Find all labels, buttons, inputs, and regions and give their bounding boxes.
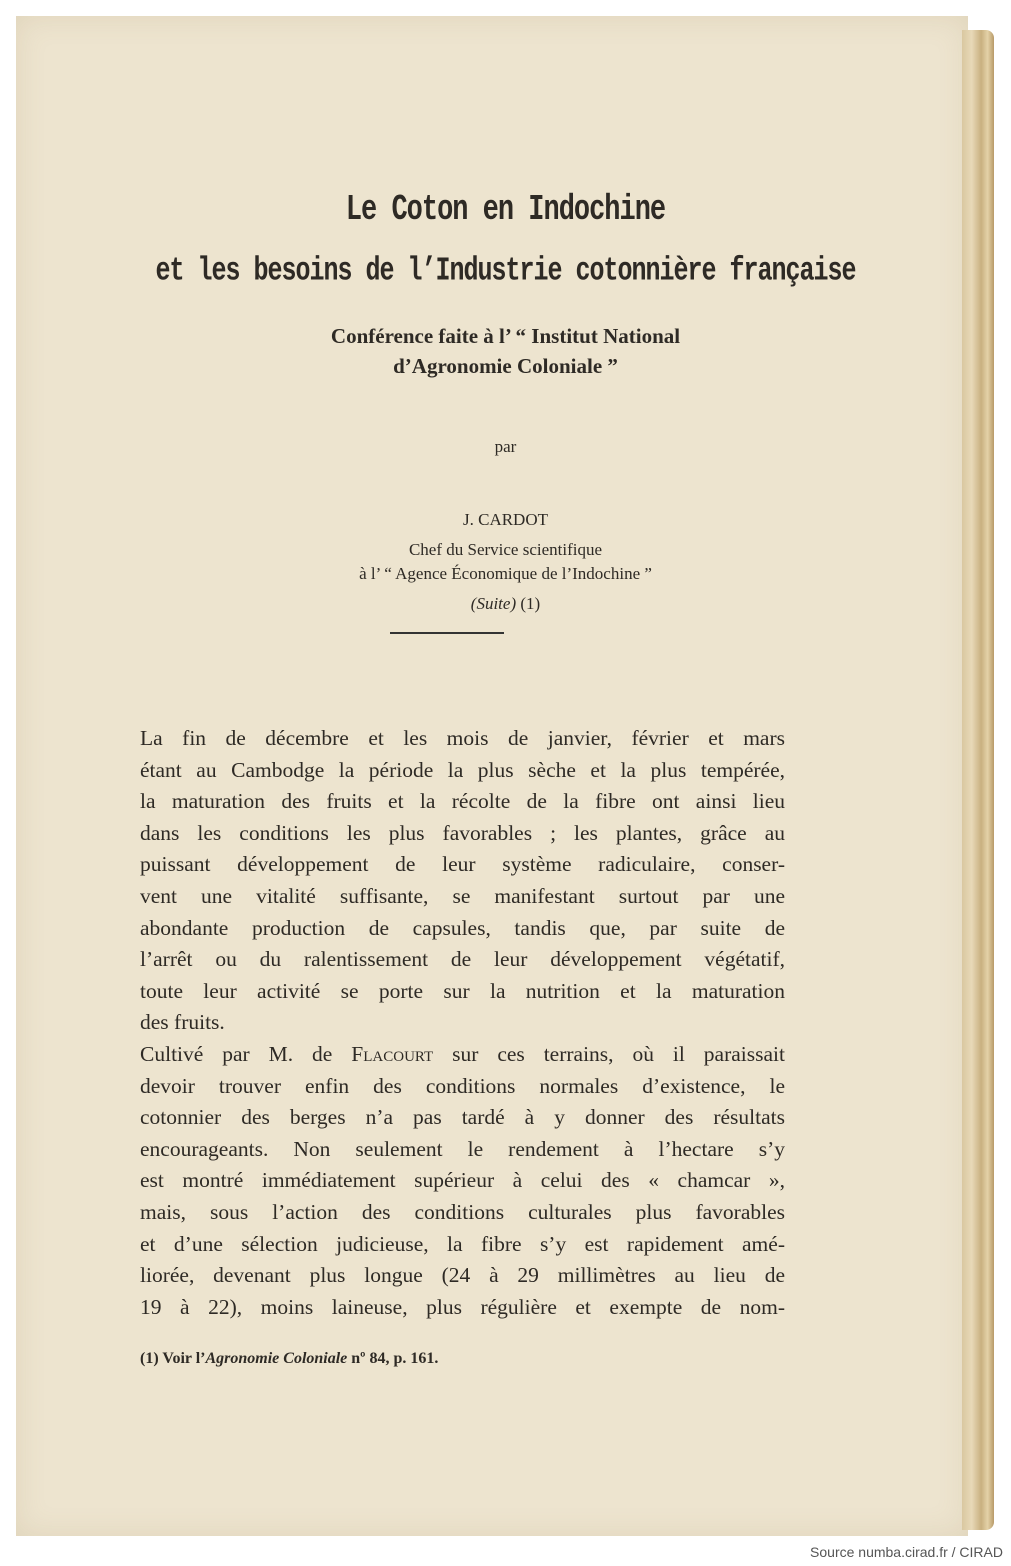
body-line: vent une vitalité suffisante, se manifestant surtout par une [140, 884, 785, 908]
footnote-prefix: (1) Voir l’ [140, 1350, 206, 1367]
par-label: par [494, 437, 517, 456]
footnote-suffix: nº 84, p. 161. [347, 1350, 439, 1367]
subtitle-line-2: d’Agronomie Coloniale ” [393, 354, 618, 378]
title-line-2: et les besoins de l’Industrie cotonnière française [155, 250, 856, 291]
body-line: devoir trouver enfin des conditions normales d’existence, le [140, 1073, 785, 1098]
body-line: des fruits. [140, 1010, 225, 1035]
body-line: 19 à 22), moins laineuse, plus régulière et exempte de nom- [140, 1294, 785, 1319]
name-flacourt: Flacourt [351, 1042, 434, 1066]
footnote [140, 1350, 438, 1368]
suite-label [0, 594, 1011, 614]
author-role-2: à l’ “ Agence Économique de l’Indochine ” [359, 564, 652, 583]
author: J. CARDOT [462, 510, 548, 529]
body-line: et d’une sélection judicieuse, la fibre s’y est rapidement amé- [140, 1231, 785, 1256]
body-line: étant au Cambodge la période la plus sèche et la plus tempérée, [140, 757, 785, 782]
body-line: dans les conditions les plus favorables ; les plantes, grâce au [140, 820, 785, 845]
body-line: abondante production de capsules, tandis que, par suite de [140, 915, 785, 940]
footnote-journal: Agronomie Coloniale [205, 1350, 348, 1367]
body-line: La fin de décembre et les mois de janvier, février et mars [140, 726, 785, 750]
subtitle-line-1: Conférence faite à l’ “ Institut National [330, 324, 681, 348]
body-line: mais, sous l’action des conditions culturales plus favorables [140, 1200, 785, 1224]
suite-note: (1) [516, 594, 541, 613]
body-line: toute leur activité se porte sur la nutrition et la maturation [140, 978, 785, 1003]
source-credit: Source numba.cirad.fr / CIRAD [810, 1544, 1003, 1560]
body-line: cotonnier des berges n’a pas tardé à y donner des résultats [140, 1105, 785, 1130]
body-line: est montré immédiatement supérieur à celui des « chamcar », [140, 1168, 785, 1193]
suite-italic: (Suite) [470, 594, 517, 613]
author-role-1: Chef du Service scientifique [408, 540, 603, 559]
body-line: puissant développement de leur système radiculaire, conser- [140, 852, 785, 877]
body-line: l’arrêt ou du ralentissement de leur développement végétatif, [140, 947, 785, 972]
divider-rule [390, 632, 504, 634]
body-line: la maturation des fruits et la récolte de la fibre ont ainsi lieu [140, 789, 785, 814]
body-line: liorée, devenant plus longue (24 à 29 millimètres au lieu de [140, 1263, 785, 1288]
body-line: encourageants. Non seulement le rendement à l’hectare s’y [140, 1136, 785, 1161]
body-line: Cultivé par M. de Flacourt sur ces terrains, où il paraissait [140, 1042, 785, 1066]
title-line-1: Le Coton en Indochine [345, 190, 666, 232]
